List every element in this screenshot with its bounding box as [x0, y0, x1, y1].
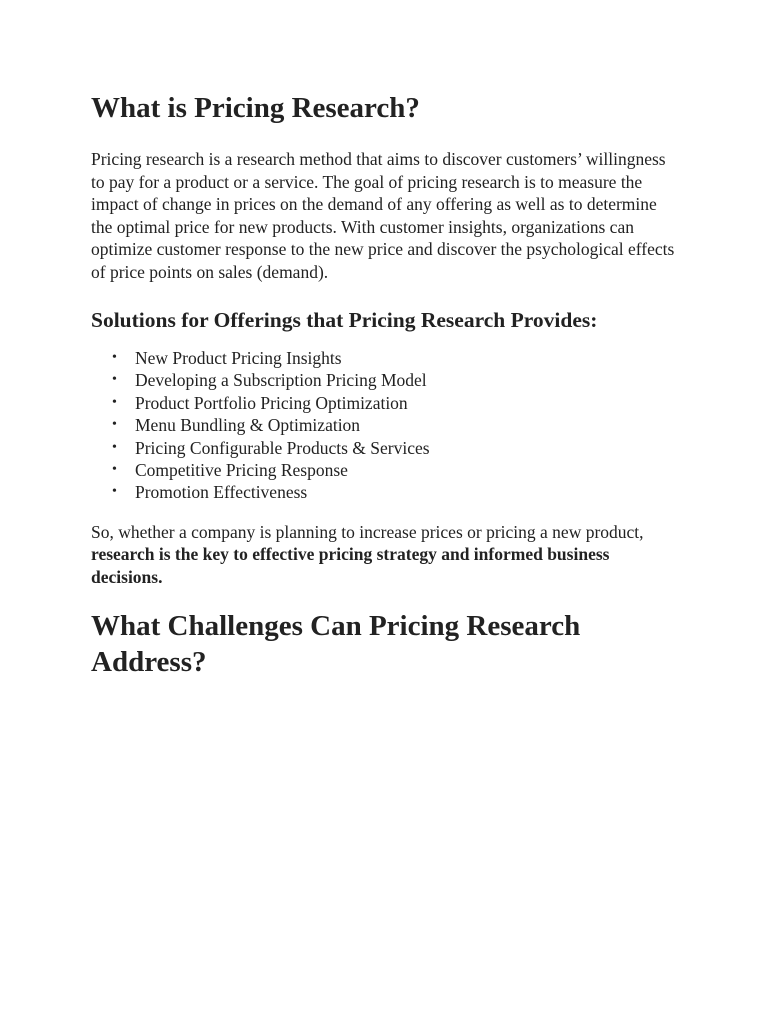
- list-item-text: Developing a Subscription Pricing Model: [135, 370, 427, 391]
- conclusion-text: So, whether a company is planning to increase prices or pricing a new product,: [91, 521, 644, 542]
- list-item: [91, 369, 681, 391]
- bullet-icon: •: [112, 372, 117, 388]
- bullet-icon: •: [112, 417, 117, 433]
- bullet-icon: •: [112, 394, 117, 410]
- list-item-text: Promotion Effectiveness: [135, 482, 308, 503]
- bullet-icon: •: [112, 350, 117, 365]
- list-item-text: Pricing Configurable Products & Services: [135, 437, 430, 458]
- page-title: What is Pricing Research?: [91, 92, 420, 124]
- conclusion-paragraph: [91, 521, 681, 589]
- solutions-list: [91, 347, 681, 504]
- list-item-text: Menu Bundling & Optimization: [135, 415, 361, 436]
- intro-paragraph: Pricing research is a research method that aims to discover customers’ willingness to pay for a product or a service. The goal of pricing research is to measure the impact of change in prices on the demand of any offering as well as to determine the optimal price for new products. With customer insights, organizations can optimize customer response to the new price and discover the psychological effects of price points on sales (demand).: [91, 149, 675, 282]
- list-item: [91, 414, 681, 436]
- bullet-icon: •: [112, 462, 117, 478]
- bullet-icon: •: [112, 439, 117, 455]
- section-heading-challenges: What Challenges Can Pricing Research Address?: [91, 610, 581, 679]
- list-item: [91, 437, 681, 459]
- conclusion-emphasis: research is the key to effective pricing strategy and informed business decisions.: [91, 544, 610, 587]
- list-item-text: Product Portfolio Pricing Optimization: [135, 392, 408, 413]
- list-item-text: Competitive Pricing Response: [135, 460, 348, 481]
- list-item: [91, 481, 681, 503]
- list-item: [91, 392, 681, 414]
- solutions-subheading: Solutions for Offerings that Pricing Research Provides:: [91, 308, 598, 332]
- list-item: [91, 347, 681, 369]
- article: [91, 90, 681, 680]
- bullet-icon: •: [112, 484, 117, 500]
- list-item-text: New Product Pricing Insights: [135, 348, 342, 368]
- list-item: [91, 459, 681, 481]
